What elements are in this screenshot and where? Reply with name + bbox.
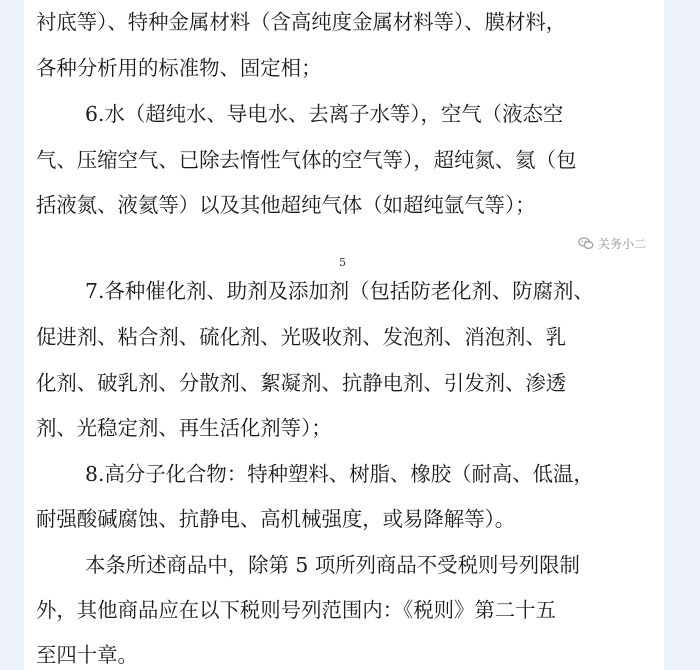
text-line: 各种分析用的标准物、固定相； — [36, 56, 322, 80]
watermark-text: 关务小二 — [597, 237, 646, 251]
text-line: 外，其他商品应在以下税则号列范围内：《税则》第二十五 — [36, 598, 556, 622]
watermark — [578, 235, 646, 252]
text-line: 化剂、破乳剂、分散剂、絮凝剂、抗静电剂、引发剂、渗透 — [36, 371, 567, 395]
text-line: 本条所述商品中，除第 5 项所列商品不受税则号列限制 — [85, 553, 580, 577]
page-number: 5 — [339, 256, 346, 269]
text-line: 括液氮、液氦等）以及其他超纯气体（如超纯氩气等）； — [36, 193, 536, 217]
text-line: 促进剂、粘合剂、硫化剂、光吸收剂、发泡剂、消泡剂、乳 — [36, 325, 567, 349]
text-line: 6.水（超纯水、导电水、去离子水等），空气（液态空 — [85, 102, 564, 126]
text-line: 剂、光稳定剂、再生活化剂等）； — [36, 416, 332, 440]
wechat-icon — [578, 237, 594, 250]
text-line: 至四十章。 — [36, 643, 138, 667]
text-line: 衬底等）、特种金属材料（含高纯度金属材料等）、膜材料， — [36, 10, 567, 34]
text-line: 气、压缩空气、已除去惰性气体的空气等），超纯氮、氦（包 — [36, 148, 577, 172]
text-line: 8.高分子化合物：特种塑料、树脂、橡胶（耐高、低温， — [85, 462, 594, 486]
document-page — [24, 0, 664, 670]
text-line: 7.各种催化剂、助剂及添加剂（包括防老化剂、防腐剂、 — [85, 279, 594, 303]
text-line: 耐强酸碱腐蚀、抗静电、高机械强度，或易降解等）。 — [36, 507, 516, 531]
